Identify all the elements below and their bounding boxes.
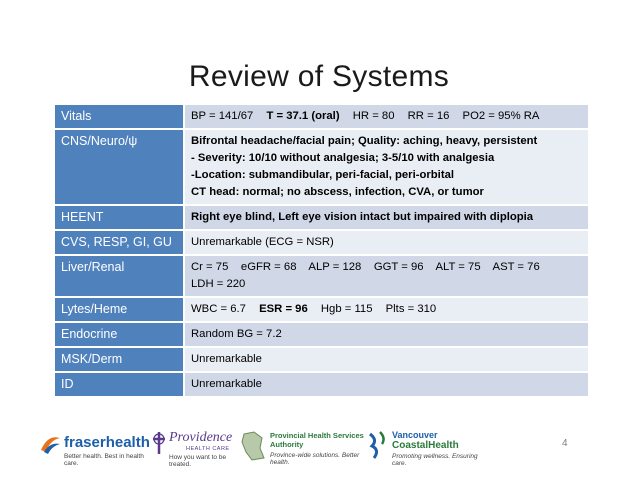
table-row	[55, 230, 588, 255]
row-label-cns: CNS/Neuro/ψ	[55, 129, 184, 205]
slide-title: Review of Systems	[188, 60, 450, 93]
row-label-lytes-heme: Lytes/Heme	[55, 297, 184, 322]
table-row	[55, 347, 588, 372]
row-value-id: Unremarkable	[184, 372, 588, 397]
footer-logos	[0, 418, 638, 493]
row-label-msk-derm: MSK/Derm	[55, 347, 184, 372]
table-row	[55, 205, 588, 230]
row-label-heent: HEENT	[55, 205, 184, 230]
row-label-cvs: CVS, RESP, GI, GU	[55, 230, 184, 255]
providence-cross-icon	[150, 430, 168, 456]
cns-line: -Location: submandibular, peri-facial, peri-orbital	[191, 169, 454, 181]
vch-tagline: Promoting wellness. Ensuring care.	[392, 453, 478, 467]
row-label-endocrine: Endocrine	[55, 322, 184, 347]
table-row	[55, 322, 588, 347]
vitals-hr: HR = 80	[352, 110, 395, 122]
row-value-vitals	[184, 105, 588, 129]
vch-name-line2: CoastalHealth	[392, 440, 459, 451]
heme-hgb: Hgb = 115	[320, 303, 373, 315]
fraserhealth-tagline: Better health. Best in health care.	[64, 453, 144, 467]
providence-sub: HEALTH CARE	[186, 446, 230, 452]
row-value-cvs: Unremarkable (ECG = NSR)	[184, 230, 588, 255]
row-label-id: ID	[55, 372, 184, 397]
phsa-name: Provincial Health Services Authority	[270, 431, 364, 449]
table-row	[55, 105, 588, 129]
vitals-rr: RR = 16	[407, 110, 450, 122]
table-row	[55, 129, 588, 205]
fraserhealth-swirl-icon	[38, 432, 62, 456]
phsa-tagline: Province-wide solutions. Better health.	[270, 452, 360, 466]
bc-map-icon	[240, 430, 266, 462]
vitals-temp: T = 37.1 (oral)	[266, 110, 340, 122]
row-value-cns	[184, 129, 588, 205]
fraserhealth-name: fraserhealth	[64, 434, 150, 451]
vitals-bp: BP = 141/67	[191, 110, 254, 122]
row-label-vitals: Vitals	[55, 105, 184, 129]
vch-logo	[368, 430, 488, 466]
row-value-msk-derm: Unremarkable	[184, 347, 588, 372]
row-value-lytes-heme	[184, 297, 588, 322]
table-row	[55, 255, 588, 297]
cns-line: CT head: normal; no abscess, infection, CVA, or tumor	[191, 186, 484, 198]
table-row	[55, 372, 588, 397]
providence-tagline: How you want to be treated.	[169, 454, 227, 468]
liver-renal-line: LDH = 220	[191, 278, 246, 290]
heme-esr: ESR = 96	[259, 303, 308, 315]
providence-name: Providence	[169, 430, 233, 445]
phsa-logo	[240, 430, 364, 466]
row-value-liver-renal	[184, 255, 588, 297]
providence-logo	[150, 430, 235, 466]
row-value-heent: Right eye blind, Left eye vision intact but impaired with diplopia	[184, 205, 588, 230]
liver-renal-line: Cr = 75 eGFR = 68 ALP = 128 GGT = 96 ALT = 75 AST = 76	[191, 261, 540, 273]
review-of-systems-table	[55, 105, 588, 398]
page-number: 4	[562, 438, 568, 449]
row-label-liver-renal: Liver/Renal	[55, 255, 184, 297]
table-row	[55, 297, 588, 322]
vch-wave-icon	[368, 430, 388, 460]
cns-line: - Severity: 10/10 without analgesia; 3-5/10 with analgesia	[191, 152, 495, 164]
vitals-po2: PO2 = 95% RA	[462, 110, 540, 122]
vch-name-line1: Vancouver	[392, 430, 438, 440]
heme-plts: Plts = 310	[385, 303, 437, 315]
cns-line: Bifrontal headache/facial pain; Quality: aching, heavy, persistent	[191, 135, 538, 147]
heme-wbc: WBC = 6.7	[191, 303, 246, 315]
fraserhealth-logo	[38, 430, 148, 466]
row-value-endocrine: Random BG = 7.2	[184, 322, 588, 347]
